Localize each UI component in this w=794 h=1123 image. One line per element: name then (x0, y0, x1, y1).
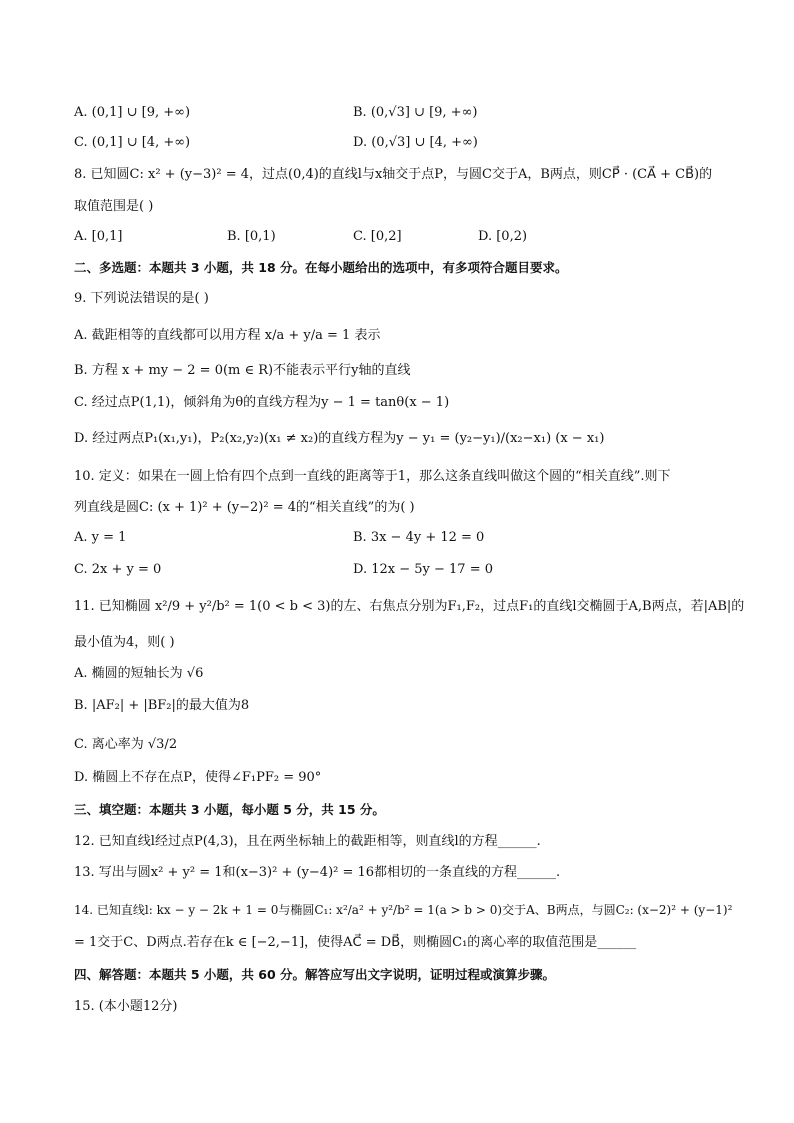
q14-stem-line2: = 1交于C、D两点.若存在k ∈ [−2,−1]，使得AC⃗ = DB⃗，则椭圆C₁的离心率的取值范围是______ (74, 935, 637, 950)
q10-stem-line2: 列直线是圆C: (x + 1)² + (y−2)² = 4的“相关直线”的为( ) (74, 500, 415, 515)
q11-option-c: C. 离心率为 √3/2 (74, 737, 178, 752)
q11-option-a: A. 椭圆的短轴长为 √6 (74, 666, 204, 681)
q9-option-c: C. 经过点P(1,1)，倾斜角为θ的直线方程为y − 1 = tanθ(x − 1) (74, 395, 450, 410)
q11-stem-line1: 11. 已知椭圆 x²/9 + y²/b² = 1(0 < b < 3)的左、右焦点分别为F₁,F₂，过点F₁的直线l交椭圆于A,B两点，若|AB|的 (74, 599, 745, 614)
q8-option-a: A. [0,1] (74, 229, 123, 244)
q11-option-d: D. 椭圆上不存在点P，使得∠F₁PF₂ = 90° (74, 770, 322, 785)
q13: 13. 写出与圆x² + y² = 1和(x−3)² + (y−4)² = 16都相切的一条直线的方程______. (74, 865, 561, 880)
q7-option-b: B. (0,√3] ∪ [9, +∞) (353, 105, 478, 120)
q7-option-d: D. (0,√3] ∪ [4, +∞) (353, 135, 478, 150)
q15-heading: 15. (本小题12分) (74, 999, 178, 1014)
q11-option-b: B. |AF₂| + |BF₂|的最大值为8 (74, 698, 250, 713)
q8-option-b: B. [0,1) (227, 229, 276, 244)
q10-option-b: B. 3x − 4y + 12 = 0 (353, 530, 485, 545)
q8-option-d: D. [0,2) (478, 229, 528, 244)
q10-option-a: A. y = 1 (74, 530, 127, 545)
q9-option-a: A. 截距相等的直线都可以用方程 x/a + y/a = 1 表示 (74, 328, 381, 343)
q10-option-c: C. 2x + y = 0 (74, 562, 162, 577)
q14-stem-line1: 14. 已知直线l: kx − y − 2k + 1 = 0与椭圆C₁: x²/a² + y²/b² = 1(a > b > 0)交于A、B两点，与圆C₂: (x−2)² + (y−1)² (74, 903, 733, 917)
q10-option-d: D. 12x − 5y − 17 = 0 (353, 562, 493, 577)
q9-option-d: D. 经过两点P₁(x₁,y₁)，P₂(x₂,y₂)(x₁ ≠ x₂)的直线方程为y − y₁ = (y₂−y₁)/(x₂−x₁) (x − x₁) (74, 431, 605, 446)
q9-option-b: B. 方程 x + my − 2 = 0(m ∈ R)不能表示平行y轴的直线 (74, 363, 411, 378)
section-heading-fill-in: 三、填空题：本题共 3 小题，每小题 5 分，共 15 分。 (74, 802, 385, 817)
q9-stem: 9. 下列说法错误的是( ) (74, 291, 209, 306)
q11-stem-line2: 最小值为4，则( ) (74, 635, 175, 650)
q8-stem-line1: 8. 已知圆C: x² + (y−3)² = 4，过点(0,4)的直线l与x轴交于点P，与圆C交于A，B两点，则CP⃗ · (CA⃗ + CB⃗)的 (74, 167, 713, 182)
q8-stem-line2: 取值范围是( ) (74, 199, 154, 214)
section-heading-solutions: 四、解答题：本题共 5 小题，共 60 分。解答应写出文字说明，证明过程或演算步骤。 (74, 967, 556, 982)
q12: 12. 已知直线l经过点P(4,3)，且在两坐标轴上的截距相等，则直线l的方程______. (74, 834, 541, 849)
q10-stem-line1: 10. 定义：如果在一圆上恰有四个点到一直线的距离等于1，那么这条直线叫做这个圆的“相关直线”.则下 (74, 469, 671, 484)
q7-option-a: A. (0,1] ∪ [9, +∞) (74, 105, 191, 120)
section-heading-multiple-choice: 二、多选题：本题共 3 小题，共 18 分。在每小题给出的选项中，有多项符合题目要求。 (74, 260, 568, 275)
q7-option-c: C. (0,1] ∪ [4, +∞) (74, 135, 191, 150)
q8-option-c: C. [0,2] (353, 229, 402, 244)
